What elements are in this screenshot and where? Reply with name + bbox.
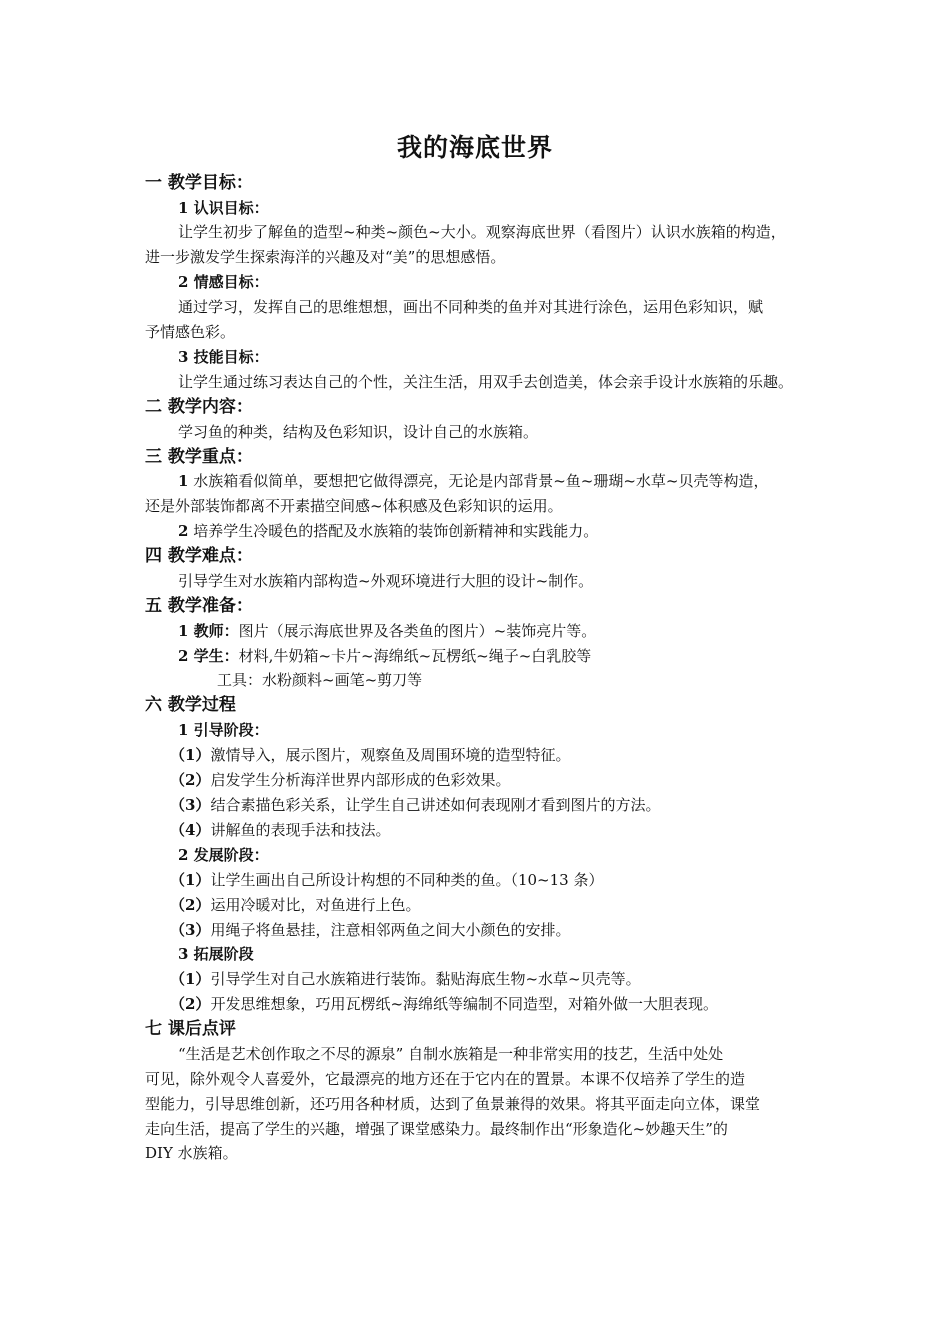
section-heading-difficulties: 四 教学难点： [145, 546, 253, 566]
item-number: 2 [178, 522, 189, 540]
item-number: （2） [170, 771, 211, 789]
section-heading-objectives: 一 教学目标： [145, 173, 253, 193]
item-text: 引导学生对自己水族箱进行装饰。黏贴海底生物~水草~贝壳等。 [210, 970, 641, 988]
list-item [170, 969, 641, 989]
paragraph-line: 通过学习，发挥自己的思维想想，画出不同种类的鱼并对其进行涂色，运用色彩知识，赋 [178, 298, 764, 316]
section-heading-key-points: 三 教学重点： [145, 447, 253, 467]
section-heading-preparation: 五 教学准备： [145, 596, 253, 616]
paragraph-line [178, 471, 769, 491]
student-label: 2 学生： [178, 647, 239, 665]
item-text: 讲解鱼的表现手法和技法。 [210, 821, 391, 839]
item-number: （3） [170, 921, 211, 939]
paragraph-line: 予情感色彩。 [145, 323, 236, 341]
item-number: （4） [170, 821, 211, 839]
item-text: 运用冷暖对比，对鱼进行上色。 [210, 896, 421, 914]
item-text: 启发学生分析海洋世界内部形成的色彩效果。 [210, 771, 511, 789]
item-text: 结合素描色彩关系，让学生自己讲述如何表现刚才看到图片的方法。 [210, 796, 661, 814]
item-text: 用绳子将鱼悬挂，注意相邻两鱼之间大小颜色的安排。 [210, 921, 571, 939]
list-item [170, 745, 570, 765]
paragraph-line: 引导学生对水族箱内部构造~外观环境进行大胆的设计~制作。 [178, 572, 594, 590]
paragraph-line: 让学生通过练习表达自己的个性，关注生活，用双手去创造美，体会亲手设计水族箱的乐趣。 [178, 373, 794, 391]
item-number: 1 [178, 472, 189, 490]
list-item [170, 795, 660, 815]
section-heading-review: 七 课后点评 [145, 1019, 236, 1039]
paragraph-line [178, 521, 598, 541]
paragraph-line: 走向生活，提高了学生的兴趣，增强了课堂感染力。最终制作出“形象造化~妙趣天生”的 [145, 1120, 728, 1138]
list-item [170, 820, 390, 840]
student-text: 材料,牛奶箱~卡片~海绵纸~瓦楞纸~绳子~白乳胶等 [238, 647, 592, 665]
goal-cognitive-label: 1 认识目标： [178, 199, 269, 217]
list-item [170, 895, 420, 915]
paragraph-line: DIY 水族箱。 [145, 1144, 238, 1162]
item-number: （2） [170, 995, 211, 1013]
paragraph-line: 进一步激发学生探索海洋的兴趣及对“美”的思想感悟。 [145, 248, 506, 266]
stage-guide-label: 1 引导阶段： [178, 721, 269, 739]
list-item [170, 770, 510, 790]
paragraph-line: “生活是艺术创作取之不尽的源泉” 自制水族箱是一种非常实用的技艺，生活中处处 [178, 1045, 724, 1063]
goal-skill-label: 3 技能目标： [178, 348, 269, 366]
section-heading-content: 二 教学内容： [145, 397, 253, 417]
item-number: （2） [170, 896, 211, 914]
list-item [170, 994, 718, 1014]
paragraph-line: 可见，除外观令人喜爱外，它最漂亮的地方还在于它内在的置景。本课不仅培养了学生的造 [145, 1070, 746, 1088]
stage-extend-label: 3 拓展阶段 [178, 945, 254, 963]
paragraph-line [178, 646, 591, 666]
paragraph-line: 型能力，引导思维创新，还巧用各种材质，达到了鱼景兼得的效果。将其平面走向立体，课堂 [145, 1095, 761, 1113]
paragraph-line [178, 621, 596, 641]
list-item [170, 920, 570, 940]
item-text: 开发思维想象，巧用瓦楞纸~海绵纸等编制不同造型，对箱外做一大胆表现。 [210, 995, 719, 1013]
teacher-label: 1 教师： [178, 622, 239, 640]
item-text: 培养学生冷暖色的搭配及水族箱的装饰创新精神和实践能力。 [193, 522, 599, 540]
section-heading-process: 六 教学过程 [145, 695, 236, 715]
item-text: 让学生画出自己所设计构想的不同种类的鱼。（10~13 条） [210, 871, 604, 889]
paragraph-line: 还是外部装饰都离不开素描空间感~体积感及色彩知识的运用。 [145, 497, 563, 515]
paragraph-line: 学习鱼的种类，结构及色彩知识，设计自己的水族箱。 [178, 423, 539, 441]
teacher-text: 图片（展示海底世界及各类鱼的图片）~装饰亮片等。 [238, 622, 597, 640]
item-text: 激情导入，展示图片，观察鱼及周围环境的造型特征。 [210, 746, 571, 764]
item-number: （1） [170, 970, 211, 988]
document-title: 我的海底世界 [396, 133, 553, 162]
item-text: 水族箱看似简单，要想把它做得漂亮，无论是内部背景~鱼~珊瑚~水草~贝壳等构造， [193, 472, 769, 490]
item-number: （1） [170, 871, 211, 889]
paragraph-line: 工具：水粉颜料~画笔~剪刀等 [217, 671, 423, 689]
paragraph-line: 让学生初步了解鱼的造型~种类~颜色~大小。观察海底世界（看图片）认识水族箱的构造， [178, 223, 786, 241]
list-item [170, 870, 603, 890]
item-number: （1） [170, 746, 211, 764]
stage-develop-label: 2 发展阶段： [178, 846, 269, 864]
goal-emotion-label: 2 情感目标： [178, 273, 269, 291]
item-number: （3） [170, 796, 211, 814]
